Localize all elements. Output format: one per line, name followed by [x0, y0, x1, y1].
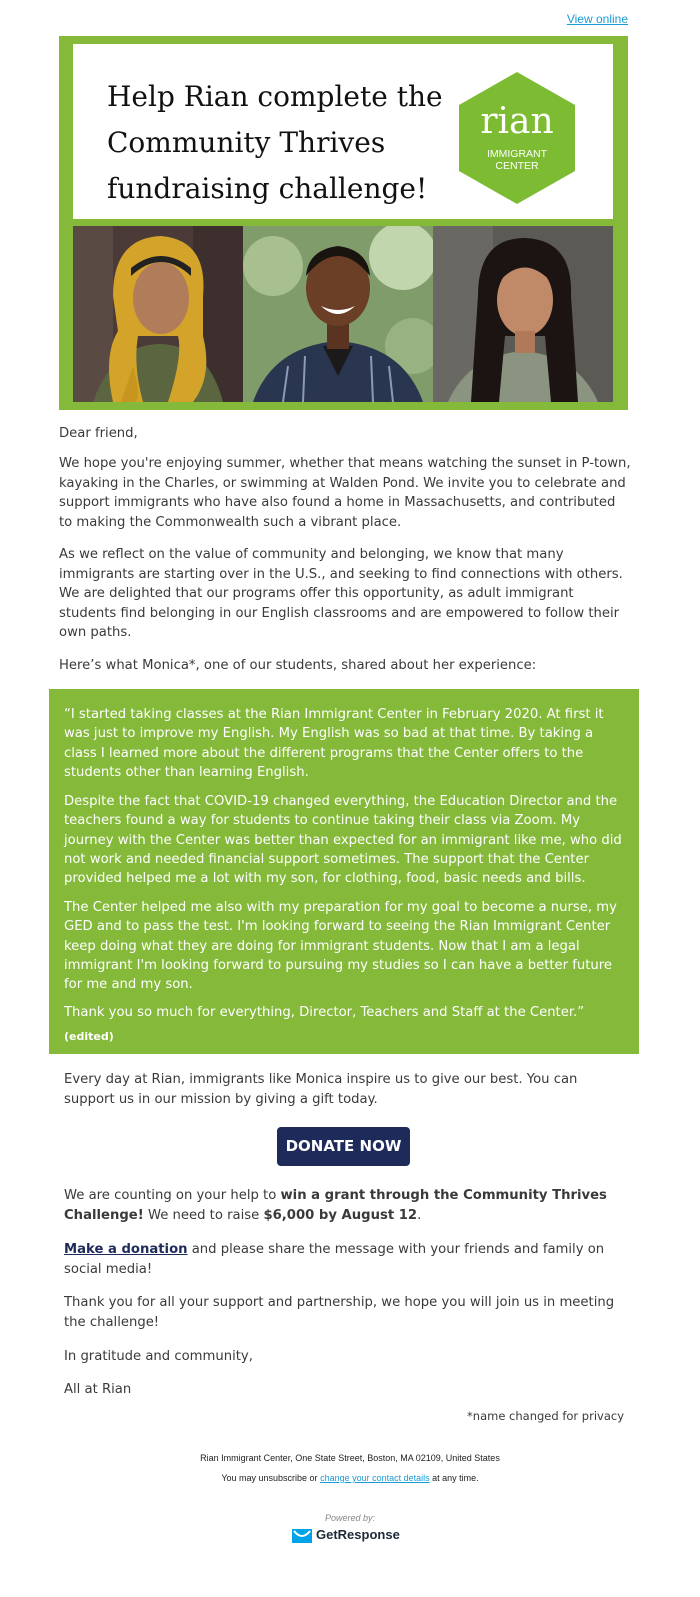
logo-wordmark: rian — [480, 101, 554, 142]
appeal-paragraph-3 — [64, 1240, 630, 1279]
hero-banner — [59, 36, 628, 410]
goal-amount: $6,000 by August 12 — [263, 1207, 418, 1223]
view-online-link[interactable]: View online — [566, 12, 628, 26]
appeal-paragraph-1: Every day at Rian, immigrants like Monica inspire us to give our best. You can support us in our mission by giving a gift today. — [64, 1072, 578, 1107]
photo-woman-headscarf — [73, 226, 243, 402]
student-quote-box — [49, 689, 639, 1054]
quote-paragraph-3: The Center helped me also with my preparation for my goal to become a nurse, my GED and to pass the test. I'm looking forward to seeing the Rian Immigrant Center keep doing what they are doing for immigrant students. Now that I am a legal immigrant I'm looking forward to pursuing my studies so I can have a better future for me and my son. — [64, 900, 617, 993]
signoff-line: In gratitude and community, — [64, 1349, 253, 1364]
intro-paragraph-1: We hope you're enjoying summer, whether that means watching the sunset in P-town, kayaking in the Charles, or swimming at Walden Pond. We invite you to celebrate and support immigrants who have also found a home in Massachusetts, and contributed to making the Commonwealth such a vibrant place. — [59, 456, 631, 530]
quote-paragraph-4: Thank you so much for everything, Director, Teachers and Staff at the Center.” — [64, 1005, 585, 1020]
intro-paragraph-2: As we reflect on the value of community and belonging, we know that many immigrants are starting over in the U.S., and seeking to find connections with others. We are delighted that our programs offer this opportunity, as adult immigrant students find belonging in our English classrooms and are empowered to follow their own paths. — [59, 547, 623, 640]
greeting: Dear friend, — [59, 426, 138, 441]
make-donation-link[interactable]: Make a donation — [64, 1242, 188, 1257]
appeal-text: and please share the message with your friends and family on social media! — [64, 1242, 605, 1277]
appeal-text: We need to raise — [143, 1207, 264, 1223]
challenge-name: win a grant through the Community Thrives Challenge! — [64, 1188, 607, 1223]
privacy-note: *name changed for privacy — [467, 1409, 624, 1423]
logo-subtitle: IMMIGRANT CENTER — [486, 148, 548, 172]
photo-boy-smiling — [243, 226, 433, 402]
appeal-paragraph-4: Thank you for all your support and partnership, we hope you will join us in meeting the challenge! — [64, 1295, 615, 1330]
footer-unsubscribe — [0, 1473, 700, 1483]
intro-paragraph-3: Here’s what Monica*, one of our students, shared about her experience: — [59, 658, 537, 673]
student-photos — [73, 226, 613, 402]
footer-text: You may unsubscribe or — [221, 1473, 321, 1483]
quote-paragraph-1: “I started taking classes at the Rian Immigrant Center in February 2020. At first it was just to improve my English. My English was so bad at that time. By taking a class I learned more about the different programs that the Center offers to the students other than learning English. — [64, 707, 604, 780]
quote-paragraph-2: Despite the fact that COVID-19 changed everything, the Education Director and the teachers found a way for students to continue taking their class via Zoom. My journey with the Center was better than expected for an immigrant like me, who did not work and needed financial support sometimes. The support that the Center provided helped me a lot with my son, for clothing, food, basic needs and bills. — [64, 794, 622, 887]
powered-by-label: Powered by: — [324, 1513, 376, 1523]
donate-now-button[interactable]: DONATE NOW — [277, 1127, 410, 1166]
hero-title-panel — [73, 44, 613, 219]
footer-text: at any time. — [429, 1473, 479, 1483]
change-contact-details-link[interactable]: change your contact details — [320, 1473, 430, 1483]
hero-title: Help Rian complete the Community Thrives fundraising challenge! — [107, 80, 443, 205]
appeal-text: We are counting on your help to — [64, 1188, 281, 1203]
signature: All at Rian — [64, 1382, 132, 1397]
photo-woman-long-hair — [433, 226, 613, 402]
quote-edited-note: (edited) — [64, 1030, 114, 1043]
getresponse-logo[interactable] — [292, 1526, 402, 1546]
rian-logo — [459, 72, 575, 204]
appeal-text: . — [417, 1207, 422, 1223]
appeal-paragraph-2 — [64, 1186, 630, 1225]
footer-address: Rian Immigrant Center, One State Street, Boston, MA 02109, United States — [200, 1453, 500, 1463]
getresponse-wordmark: GetResponse — [316, 1527, 400, 1542]
envelope-icon — [292, 1529, 312, 1543]
